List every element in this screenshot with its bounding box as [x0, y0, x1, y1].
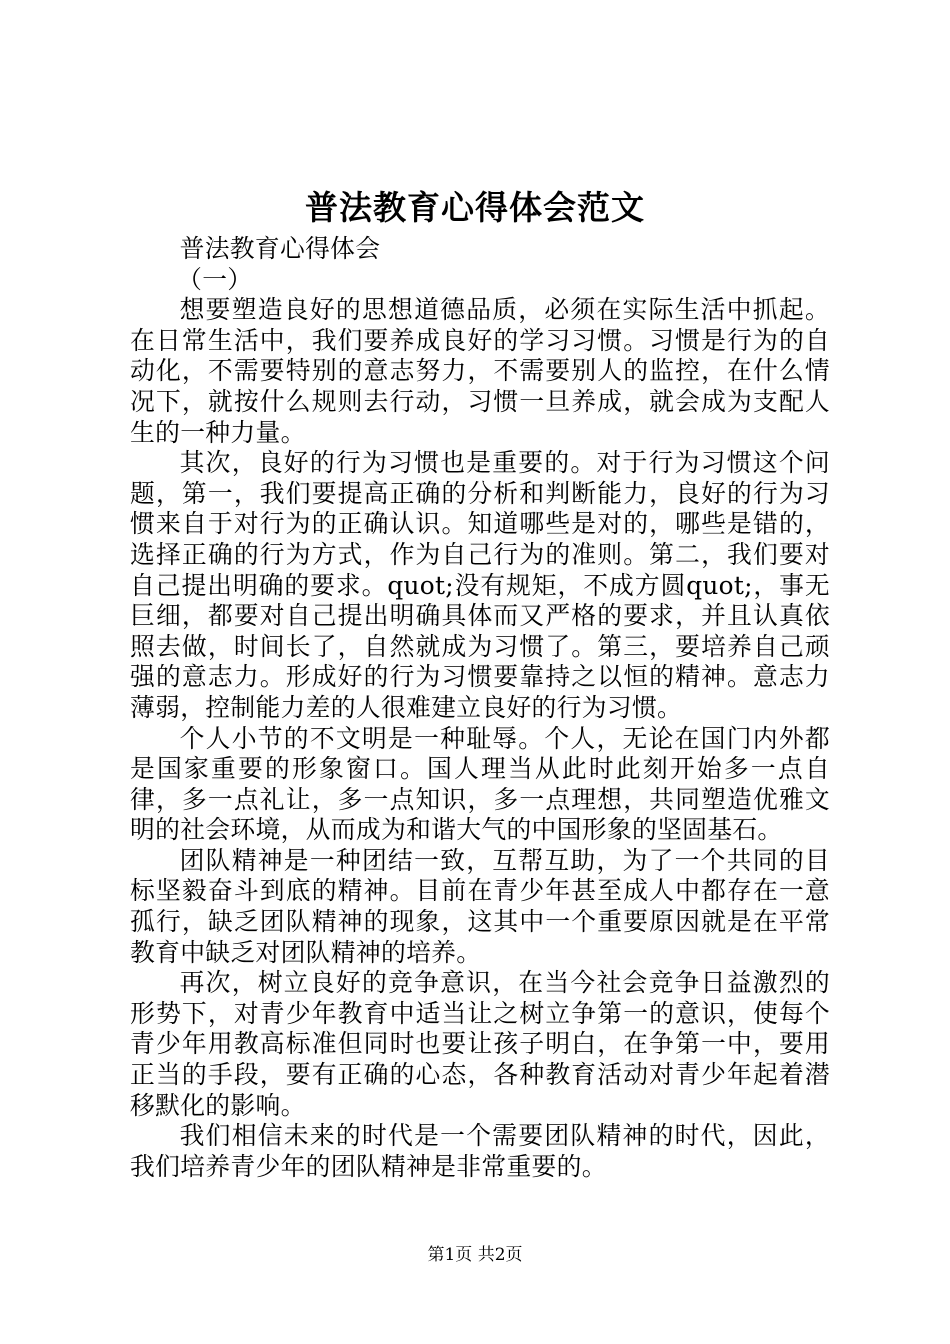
section-marker: （一） [177, 264, 253, 294]
paragraph-4: 团队精神是一种团结一致，互帮互助，为了一个共同的目标坚毅奋斗到底的精神。目前在青少年甚至成人中都存在一意孤行，缺乏团队精神的现象，这其中一个重要原因就是在平常教育中缺乏对团队精神的培养。 [130, 845, 830, 967]
paragraph-6: 我们相信未来的时代是一个需要团队精神的时代，因此，我们培养青少年的团队精神是非常重要的。 [130, 1121, 830, 1181]
paragraph-2: 其次，良好的行为习惯也是重要的。对于行为习惯这个问题，第一，我们要提高正确的分析和判断能力，良好的行为习惯来自于对行为的正确认识。知道哪些是对的，哪些是错的，选择正确的行为方式，作为自己行为的准则。第二，我们要对自己提出明确的要求。quot;没有规矩，不成方圆quot;，事无巨细，都要对自己提出明确具体而又严格的要求，并且认真依照去做，时间长了，自然就成为习惯了。第三，要培养自己顽强的意志力。形成好的行为习惯要靠持之以恒的精神。意志力薄弱，控制能力差的人很难建立良好的行为习惯。 [130, 448, 830, 722]
page-footer: 第1页 共2页 [427, 1245, 523, 1265]
subtitle: 普法教育心得体会 [179, 234, 381, 263]
paragraph-1: 想要塑造良好的思想道德品质，必须在实际生活中抓起。在日常生活中，我们要养成良好的学习习惯。习惯是行为的自动化，不需要特别的意志努力，不需要别人的监控，在什么情况下，就按什么规则去行动，习惯一旦养成，就会成为支配人生的一种力量。 [130, 295, 830, 447]
document-title: 普法教育心得体会范文 [305, 188, 645, 227]
paragraph-3: 个人小节的不文明是一种耻辱。个人，无论在国门内外都是国家重要的形象窗口。国人理当从此时此刻开始多一点自律，多一点礼让，多一点知识，多一点理想，共同塑造优雅文明的社会环境，从而成为和谐大气的中国形象的坚固基石。 [130, 723, 830, 845]
paragraph-5: 再次，树立良好的竞争意识，在当今社会竞争日益激烈的形势下，对青少年教育中适当让之树立争第一的意识，使每个青少年用教高标准但同时也要让孩子明白，在争第一中，要用正当的手段，要有正确的心态，各种教育活动对青少年起着潜移默化的影响。 [130, 968, 830, 1120]
document-body [130, 234, 830, 1182]
